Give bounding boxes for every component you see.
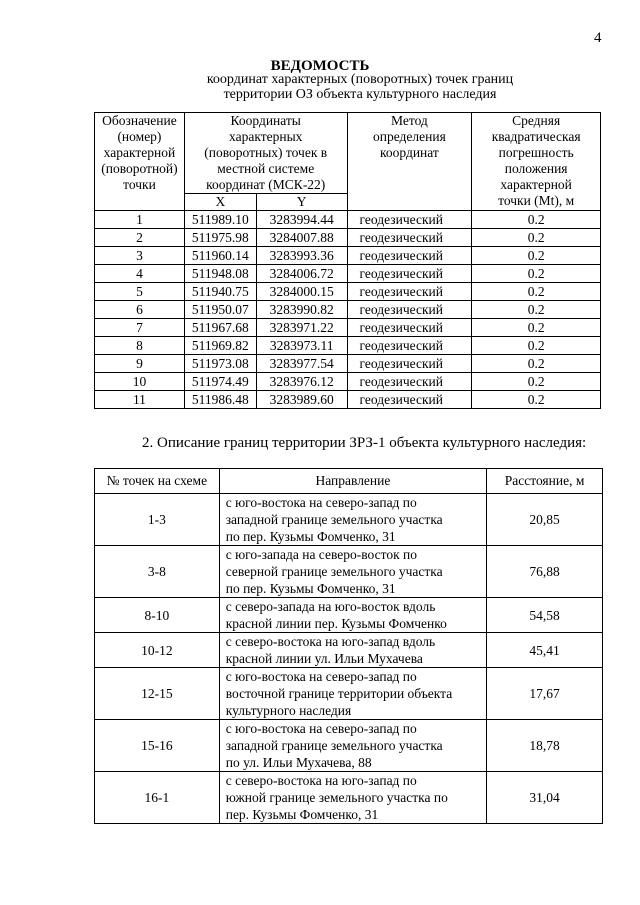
error-cell: 0.2 xyxy=(472,337,601,355)
header-line: положения xyxy=(504,161,568,176)
method-cell: геодезический xyxy=(347,301,472,319)
y-coordinate-cell: 3283976.12 xyxy=(256,373,347,391)
method-cell: геодезический xyxy=(347,355,472,373)
table-row xyxy=(95,247,601,265)
y-coordinate-cell: 3283973.11 xyxy=(256,337,347,355)
y-coordinate-cell: 3284006.72 xyxy=(256,265,347,283)
header-direction: Направление xyxy=(219,469,486,494)
distance-cell: 54,58 xyxy=(487,598,603,633)
y-coordinate-cell: 3283977.54 xyxy=(256,355,347,373)
y-coordinate-cell: 3283993.36 xyxy=(256,247,347,265)
distance-cell: 31,04 xyxy=(487,772,603,824)
table-row xyxy=(95,211,601,229)
table-row xyxy=(95,391,601,409)
direction-line: с юго-востока на северо-запад по xyxy=(225,495,417,510)
coordinates-table-body xyxy=(95,211,601,409)
x-coordinate-cell: 511986.48 xyxy=(184,391,256,409)
coordinates-table xyxy=(94,112,601,409)
x-coordinate-cell: 511967.68 xyxy=(184,319,256,337)
error-cell: 0.2 xyxy=(472,247,601,265)
header-line: характерной xyxy=(500,177,572,192)
y-coordinate-cell: 3284000.15 xyxy=(256,283,347,301)
header-line: Средняя xyxy=(512,113,561,128)
table-row xyxy=(95,355,601,373)
direction-cell xyxy=(219,772,486,824)
table-row xyxy=(95,598,603,633)
error-cell: 0.2 xyxy=(472,229,601,247)
header-error xyxy=(472,113,601,211)
table-row xyxy=(95,668,603,720)
boundary-description-table xyxy=(94,468,603,824)
point-number-cell: 6 xyxy=(95,301,185,319)
point-number-cell: 4 xyxy=(95,265,185,283)
table-row xyxy=(95,772,603,824)
x-coordinate-cell: 511950.07 xyxy=(184,301,256,319)
point-number-cell: 5 xyxy=(95,283,185,301)
direction-line: культурного наследия xyxy=(225,703,352,718)
point-number-cell: 1 xyxy=(95,211,185,229)
header-line: характерных xyxy=(229,129,303,144)
direction-line: западной границе земельного участка xyxy=(225,512,443,527)
point-number-cell: 9 xyxy=(95,355,185,373)
direction-line: с юго-запада на северо-восток по xyxy=(225,547,417,562)
table-row xyxy=(95,720,603,772)
table-row xyxy=(95,229,601,247)
x-coordinate-cell: 511975.98 xyxy=(184,229,256,247)
point-number-cell: 3 xyxy=(95,247,185,265)
x-coordinate-cell: 511969.82 xyxy=(184,337,256,355)
table-row xyxy=(95,337,601,355)
header-line: (номер) xyxy=(117,129,162,144)
direction-line: по ул. Ильи Мухачева, 88 xyxy=(225,755,372,770)
table-row xyxy=(95,301,601,319)
method-cell: геодезический xyxy=(347,211,472,229)
method-cell: геодезический xyxy=(347,283,472,301)
method-cell: геодезический xyxy=(347,391,472,409)
header-designation xyxy=(95,113,185,211)
x-coordinate-cell: 511940.75 xyxy=(184,283,256,301)
boundary-table-body xyxy=(95,494,603,824)
error-cell: 0.2 xyxy=(472,373,601,391)
header-x: X xyxy=(184,194,256,211)
points-cell: 16-1 xyxy=(95,772,220,824)
header-line: Метод xyxy=(391,113,428,128)
table-row xyxy=(95,283,601,301)
header-line: точки (Mt), м xyxy=(498,193,575,208)
table-row xyxy=(95,373,601,391)
direction-line: с северо-востока на юго-запад по xyxy=(225,773,417,788)
header-method xyxy=(347,113,472,211)
subtitle-line-1: координат характерных (поворотных) точек границ xyxy=(206,72,514,87)
distance-cell: 17,67 xyxy=(487,668,603,720)
header-distance: Расстояние, м xyxy=(487,469,603,494)
x-coordinate-cell: 511948.08 xyxy=(184,265,256,283)
error-cell: 0.2 xyxy=(472,265,601,283)
error-cell: 0.2 xyxy=(472,355,601,373)
header-line: погрешность xyxy=(498,145,574,160)
method-cell: геодезический xyxy=(347,229,472,247)
header-line: (поворотных) точек в xyxy=(204,145,328,160)
error-cell: 0.2 xyxy=(472,301,601,319)
header-line: координат (МСК-22) xyxy=(206,177,326,192)
document-subtitle xyxy=(40,72,640,102)
direction-line: пер. Кузьмы Фомченко, 31 xyxy=(225,807,379,822)
x-coordinate-cell: 511973.08 xyxy=(184,355,256,373)
y-coordinate-cell: 3283990.82 xyxy=(256,301,347,319)
y-coordinate-cell: 3284007.88 xyxy=(256,229,347,247)
direction-cell xyxy=(219,598,486,633)
method-cell: геодезический xyxy=(347,319,472,337)
direction-line: северной границе земельного участка xyxy=(225,564,443,579)
direction-line: с юго-востока на северо-запад по xyxy=(225,669,417,684)
y-coordinate-cell: 3283994.44 xyxy=(256,211,347,229)
table-row xyxy=(95,633,603,668)
header-line: координат xyxy=(380,145,439,160)
points-cell: 3-8 xyxy=(95,546,220,598)
header-line: квадратическая xyxy=(491,129,581,144)
table-row xyxy=(95,265,601,283)
header-line: Обозначение xyxy=(102,113,177,128)
y-coordinate-cell: 3283989.60 xyxy=(256,391,347,409)
method-cell: геодезический xyxy=(347,265,472,283)
points-cell: 12-15 xyxy=(95,668,220,720)
direction-line: по пер. Кузьмы Фомченко, 31 xyxy=(225,529,396,544)
direction-cell xyxy=(219,720,486,772)
method-cell: геодезический xyxy=(347,337,472,355)
point-number-cell: 2 xyxy=(95,229,185,247)
direction-line: красной линии пер. Кузьмы Фомченко xyxy=(225,616,447,631)
error-cell: 0.2 xyxy=(472,283,601,301)
header-y: Y xyxy=(256,194,347,211)
point-number-cell: 8 xyxy=(95,337,185,355)
points-cell: 10-12 xyxy=(95,633,220,668)
document-title: ВЕДОМОСТЬ xyxy=(270,58,370,74)
direction-cell xyxy=(219,494,486,546)
error-cell: 0.2 xyxy=(472,319,601,337)
distance-cell: 76,88 xyxy=(487,546,603,598)
point-number-cell: 10 xyxy=(95,373,185,391)
direction-line: восточной границе территории объекта xyxy=(225,686,453,701)
direction-line: западной границе земельного участка xyxy=(225,738,443,753)
error-cell: 0.2 xyxy=(472,391,601,409)
distance-cell: 18,78 xyxy=(487,720,603,772)
distance-cell: 45,41 xyxy=(487,633,603,668)
distance-cell: 20,85 xyxy=(487,494,603,546)
subtitle-line-2: территории ОЗ объекта культурного наследия xyxy=(223,87,497,102)
header-points: № точек на схеме xyxy=(95,469,220,494)
direction-cell xyxy=(219,633,486,668)
header-coordinates xyxy=(184,113,347,194)
points-cell: 1-3 xyxy=(95,494,220,546)
header-line: точки xyxy=(123,177,156,192)
table-row xyxy=(95,494,603,546)
header-line: местной системе xyxy=(217,161,315,176)
points-cell: 15-16 xyxy=(95,720,220,772)
table-row xyxy=(95,319,601,337)
section-2-heading: 2. Описание границ территории ЗРЗ-1 объекта культурного наследия: xyxy=(142,435,587,451)
direction-line: с юго-востока на северо-запад по xyxy=(225,721,417,736)
x-coordinate-cell: 511974.49 xyxy=(184,373,256,391)
point-number-cell: 11 xyxy=(95,391,185,409)
direction-line: южной границе земельного участка по xyxy=(225,790,448,805)
x-coordinate-cell: 511960.14 xyxy=(184,247,256,265)
direction-line: красной линии ул. Ильи Мухачева xyxy=(225,651,423,666)
page-number: 4 xyxy=(594,30,602,46)
header-line: характерной xyxy=(103,145,176,160)
direction-line: с северо-востока на юго-запад вдоль xyxy=(225,634,436,649)
direction-cell xyxy=(219,668,486,720)
points-cell: 8-10 xyxy=(95,598,220,633)
table-row xyxy=(95,546,603,598)
point-number-cell: 7 xyxy=(95,319,185,337)
header-line: определения xyxy=(373,129,446,144)
direction-line: с северо-запада на юго-восток вдоль xyxy=(225,599,436,614)
x-coordinate-cell: 511989.10 xyxy=(184,211,256,229)
method-cell: геодезический xyxy=(347,373,472,391)
header-line: (поворотной) xyxy=(101,161,178,176)
error-cell: 0.2 xyxy=(472,211,601,229)
direction-line: по пер. Кузьмы Фомченко, 31 xyxy=(225,581,396,596)
method-cell: геодезический xyxy=(347,247,472,265)
header-line: Координаты xyxy=(230,113,301,128)
direction-cell xyxy=(219,546,486,598)
y-coordinate-cell: 3283971.22 xyxy=(256,319,347,337)
